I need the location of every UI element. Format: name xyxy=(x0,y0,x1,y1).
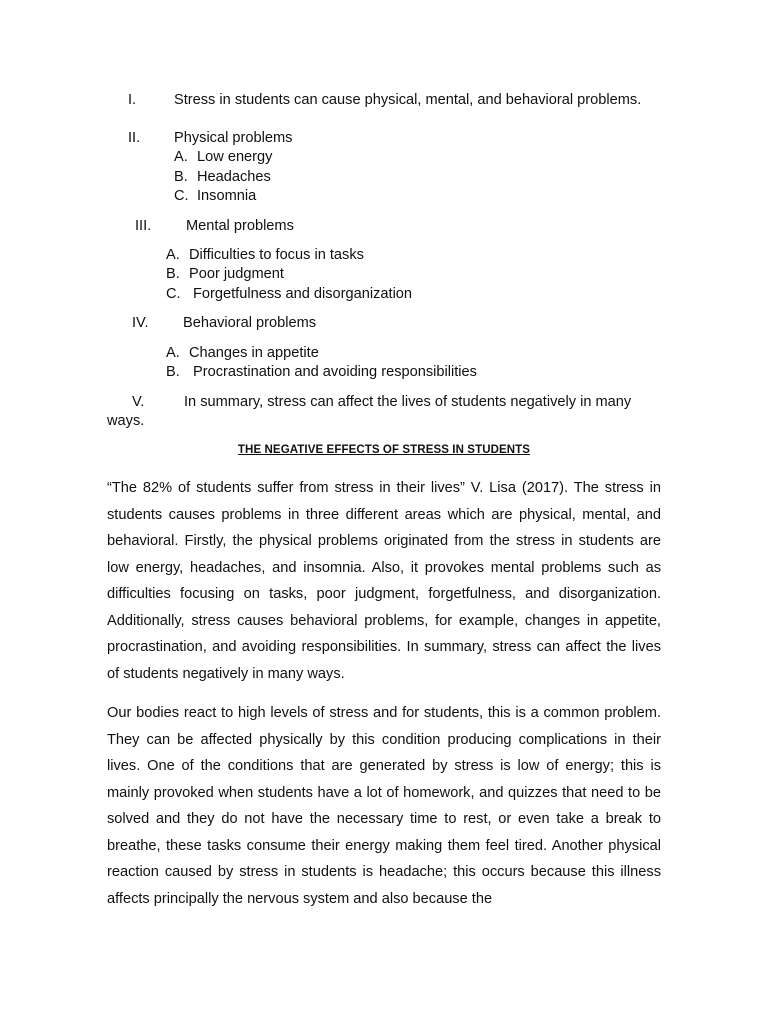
outline-numeral: IV. xyxy=(132,315,149,331)
outline-sub-letter: C. xyxy=(174,188,189,204)
outline-sub-letter: B. xyxy=(166,266,180,282)
outline-sub-item: Difficulties to focus in tasks xyxy=(189,247,364,263)
outline-numeral: III. xyxy=(135,218,152,234)
body-paragraph: “The 82% of students suffer from stress in their lives” V. Lisa (2017). The stress in students causes problems in three different areas which are physical, mental, and behavioral. Firstly, the physical problems originated from the stress in students are low energy, headaches, and insomnia. Also, it provokes mental problems such as difficulties focusing on tasks, poor judgment, forgetfulness, and disorganization. Additionally, stress causes behavioral problems, for example, changes in appetite, procrastination, and avoiding responsibilities. In summary, stress can affect the lives of students negatively in many ways. xyxy=(107,480,661,682)
outline-sub-letter: B. xyxy=(174,169,188,185)
outline-sub-item: Forgetfulness and disorganization xyxy=(193,286,413,302)
outline-sub-item: Poor judgment xyxy=(189,266,284,282)
outline-numeral: II. xyxy=(128,130,141,146)
outline-sub-letter: B. xyxy=(166,364,180,380)
outline-heading-continuation: ways. xyxy=(107,413,145,429)
outline-sub-item: Procrastination and avoiding responsibilities xyxy=(193,364,477,380)
body-paragraph: Our bodies react to high levels of stress and for students, this is a common problem. They can be affected physically by this condition producing complications in their lives. One of the conditions that are generated by stress is low of energy; this is mainly provoked when students have a lot of homework, and quizzes that need to be solved and they do not have the necessary time to rest, or even take a break to breathe, these tasks consume their energy making them feel tired. Another physical reaction caused by stress in students is headache; this occurs because this illness affects principally the nervous system and also because the xyxy=(107,705,661,907)
outline-heading: In summary, stress can affect the lives of students negatively in many xyxy=(184,394,632,410)
outline-numeral: V. xyxy=(132,394,145,410)
outline-sub-item: Low energy xyxy=(197,149,273,165)
outline-sub-item: Insomnia xyxy=(197,188,257,204)
essay-title: THE NEGATIVE EFFECTS OF STRESS IN STUDENTS xyxy=(237,444,531,456)
outline-sub-item: Changes in appetite xyxy=(189,345,319,361)
outline-heading: Physical problems xyxy=(174,130,293,146)
outline-sub-letter: A. xyxy=(174,149,188,165)
outline-numeral: I. xyxy=(128,92,137,108)
outline-heading: Stress in students can cause physical, mental, and behavioral problems. xyxy=(174,92,642,108)
outline-heading: Behavioral problems xyxy=(183,315,317,331)
outline-sub-letter: A. xyxy=(166,247,180,263)
outline-sub-letter: C. xyxy=(166,286,181,302)
outline-sub-letter: A. xyxy=(166,345,180,361)
outline-heading: Mental problems xyxy=(186,218,294,234)
outline-sub-item: Headaches xyxy=(197,169,271,185)
